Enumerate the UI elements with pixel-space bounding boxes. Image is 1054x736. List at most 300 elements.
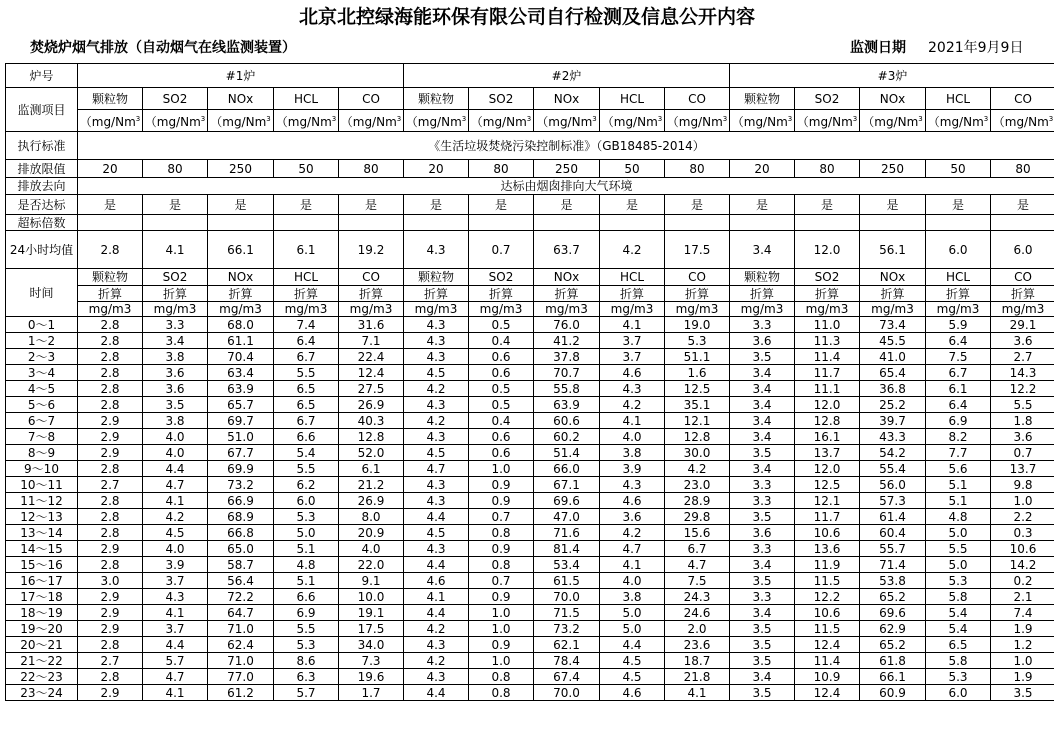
standard-label: 执行标准 bbox=[6, 132, 78, 160]
hourly-value: 12.0 bbox=[795, 397, 860, 413]
hourly-pollutant-header: HCL bbox=[600, 269, 665, 286]
hourly-value: 4.8 bbox=[274, 557, 339, 573]
exceed-value bbox=[274, 215, 339, 231]
hourly-value: 3.6 bbox=[143, 365, 208, 381]
hourly-value: 1.0 bbox=[469, 605, 534, 621]
hourly-value: 65.2 bbox=[860, 589, 926, 605]
hourly-value: 5.1 bbox=[926, 493, 991, 509]
pollutant-header: HCL bbox=[274, 88, 339, 110]
unit2-label: mg/m3 bbox=[600, 302, 665, 317]
table-row bbox=[6, 381, 1054, 397]
exceed-value bbox=[469, 215, 534, 231]
convert-label: 折算 bbox=[600, 286, 665, 302]
hour-label: 3～4 bbox=[6, 365, 78, 381]
unit-text: （mg/Nm bbox=[210, 115, 267, 129]
hourly-value: 9.8 bbox=[991, 477, 1054, 493]
hourly-value: 71.0 bbox=[208, 621, 274, 637]
hourly-value: 2.8 bbox=[78, 509, 143, 525]
hourly-value: 4.3 bbox=[404, 669, 469, 685]
pollutant-header: 颗粒物 bbox=[78, 88, 143, 110]
hourly-value: 34.0 bbox=[339, 637, 404, 653]
average-value: 4.2 bbox=[600, 231, 665, 269]
hourly-value: 2.9 bbox=[78, 541, 143, 557]
hourly-value: 70.7 bbox=[534, 365, 600, 381]
hourly-value: 5.3 bbox=[274, 509, 339, 525]
hourly-value: 3.8 bbox=[143, 349, 208, 365]
hourly-value: 5.4 bbox=[274, 445, 339, 461]
hourly-value: 14.3 bbox=[991, 365, 1054, 381]
hourly-value: 41.0 bbox=[860, 349, 926, 365]
table-row bbox=[6, 669, 1054, 685]
compliance-value: 是 bbox=[469, 195, 534, 215]
average-value: 6.1 bbox=[274, 231, 339, 269]
unit2-label: mg/m3 bbox=[730, 302, 795, 317]
convert-label: 折算 bbox=[469, 286, 534, 302]
hourly-value: 26.9 bbox=[339, 397, 404, 413]
unit-text: （mg/Nm bbox=[862, 115, 919, 129]
hourly-value: 56.4 bbox=[208, 573, 274, 589]
hourly-value: 4.3 bbox=[404, 541, 469, 557]
hourly-value: 0.8 bbox=[469, 669, 534, 685]
hourly-value: 19.0 bbox=[665, 317, 730, 333]
hourly-value: 63.4 bbox=[208, 365, 274, 381]
hourly-value: 0.9 bbox=[469, 541, 534, 557]
hourly-value: 4.3 bbox=[404, 397, 469, 413]
pollutant-header: CO bbox=[339, 88, 404, 110]
hourly-value: 63.9 bbox=[534, 397, 600, 413]
hourly-pollutant-header: NOx bbox=[860, 269, 926, 286]
hour-label: 5～6 bbox=[6, 397, 78, 413]
hourly-value: 3.5 bbox=[730, 573, 795, 589]
direction-row bbox=[6, 178, 1054, 195]
average-value: 4.3 bbox=[404, 231, 469, 269]
hourly-value: 3.8 bbox=[143, 413, 208, 429]
hourly-value: 0.5 bbox=[469, 317, 534, 333]
hourly-value: 0.5 bbox=[469, 397, 534, 413]
hourly-value: 0.9 bbox=[469, 493, 534, 509]
hourly-value: 66.1 bbox=[860, 669, 926, 685]
hourly-value: 0.7 bbox=[991, 445, 1054, 461]
unit-text: （mg/Nm bbox=[405, 115, 462, 129]
hourly-value: 53.8 bbox=[860, 573, 926, 589]
hourly-value: 11.1 bbox=[795, 381, 860, 397]
hourly-value: 70.0 bbox=[534, 685, 600, 701]
hourly-value: 3.6 bbox=[991, 333, 1054, 349]
hourly-value: 4.3 bbox=[404, 477, 469, 493]
pollutant-header: 颗粒物 bbox=[404, 88, 469, 110]
hourly-value: 12.8 bbox=[665, 429, 730, 445]
convert-label: 折算 bbox=[795, 286, 860, 302]
hourly-value: 12.4 bbox=[339, 365, 404, 381]
hour-label: 11～12 bbox=[6, 493, 78, 509]
hourly-value: 51.0 bbox=[208, 429, 274, 445]
unit2-label: mg/m3 bbox=[339, 302, 404, 317]
limit-value: 80 bbox=[991, 160, 1054, 178]
hourly-value: 4.1 bbox=[600, 557, 665, 573]
limit-value: 80 bbox=[665, 160, 730, 178]
table-row bbox=[6, 365, 1054, 381]
hourly-value: 4.3 bbox=[404, 493, 469, 509]
unit-text: （mg/Nm bbox=[601, 115, 658, 129]
hour-label: 16～17 bbox=[6, 573, 78, 589]
compliance-value: 是 bbox=[730, 195, 795, 215]
unit-text: （mg/Nm bbox=[927, 115, 984, 129]
hourly-value: 2.8 bbox=[78, 397, 143, 413]
unit-text: （mg/Nm bbox=[79, 115, 136, 129]
convert-label: 折算 bbox=[208, 286, 274, 302]
hourly-value: 51.1 bbox=[665, 349, 730, 365]
pollutant-header: HCL bbox=[600, 88, 665, 110]
unit-cell bbox=[274, 110, 339, 132]
hourly-value: 2.1 bbox=[991, 589, 1054, 605]
convert-label: 折算 bbox=[730, 286, 795, 302]
direction-label: 排放去向 bbox=[6, 178, 78, 195]
hourly-pollutant-header: 颗粒物 bbox=[404, 269, 469, 286]
hourly-value: 60.6 bbox=[534, 413, 600, 429]
compliance-value: 是 bbox=[143, 195, 208, 215]
unit2-label: mg/m3 bbox=[926, 302, 991, 317]
hourly-value: 76.0 bbox=[534, 317, 600, 333]
hourly-value: 69.6 bbox=[534, 493, 600, 509]
hourly-value: 6.4 bbox=[926, 333, 991, 349]
hourly-value: 3.7 bbox=[600, 333, 665, 349]
table-row bbox=[6, 525, 1054, 541]
limit-value: 80 bbox=[795, 160, 860, 178]
hourly-value: 4.3 bbox=[600, 477, 665, 493]
unit2-label: mg/m3 bbox=[78, 302, 143, 317]
exceed-value bbox=[404, 215, 469, 231]
limit-value: 250 bbox=[534, 160, 600, 178]
hourly-value: 6.1 bbox=[926, 381, 991, 397]
unit-sup: 3 bbox=[331, 115, 337, 123]
hour-label: 17～18 bbox=[6, 589, 78, 605]
hourly-value: 13.7 bbox=[795, 445, 860, 461]
average-value: 2.8 bbox=[78, 231, 143, 269]
hourly-value: 2.8 bbox=[78, 381, 143, 397]
hourly-value: 2.9 bbox=[78, 429, 143, 445]
convert-label: 折算 bbox=[339, 286, 404, 302]
hourly-value: 11.5 bbox=[795, 573, 860, 589]
hourly-value: 6.5 bbox=[926, 637, 991, 653]
unit2-label: mg/m3 bbox=[991, 302, 1054, 317]
hourly-value: 6.7 bbox=[926, 365, 991, 381]
hourly-value: 10.6 bbox=[795, 525, 860, 541]
pollutant-header: NOx bbox=[534, 88, 600, 110]
hour-label: 19～20 bbox=[6, 621, 78, 637]
hourly-value: 5.8 bbox=[926, 589, 991, 605]
hourly-value: 6.3 bbox=[274, 669, 339, 685]
compliance-value: 是 bbox=[926, 195, 991, 215]
hourly-value: 70.4 bbox=[208, 349, 274, 365]
hourly-value: 70.0 bbox=[534, 589, 600, 605]
pollutant-header: CO bbox=[665, 88, 730, 110]
table-row bbox=[6, 541, 1054, 557]
average-value: 12.0 bbox=[795, 231, 860, 269]
unit-sup: 3 bbox=[526, 115, 532, 123]
average-value: 6.0 bbox=[926, 231, 991, 269]
average-value: 19.2 bbox=[339, 231, 404, 269]
hourly-value: 6.6 bbox=[274, 429, 339, 445]
hourly-value: 4.5 bbox=[600, 653, 665, 669]
hourly-value: 4.0 bbox=[143, 541, 208, 557]
hourly-value: 1.0 bbox=[469, 653, 534, 669]
hourly-value: 3.4 bbox=[730, 557, 795, 573]
hourly-value: 65.7 bbox=[208, 397, 274, 413]
hourly-value: 18.7 bbox=[665, 653, 730, 669]
hourly-value: 15.6 bbox=[665, 525, 730, 541]
hourly-value: 65.4 bbox=[860, 365, 926, 381]
hourly-pollutant-header: CO bbox=[665, 269, 730, 286]
hourly-header-row bbox=[6, 269, 1054, 286]
exceed-value bbox=[665, 215, 730, 231]
hourly-value: 7.1 bbox=[339, 333, 404, 349]
exceed-value bbox=[991, 215, 1054, 231]
hourly-value: 3.5 bbox=[730, 349, 795, 365]
furnace-label: 炉号 bbox=[6, 64, 78, 88]
hourly-value: 62.9 bbox=[860, 621, 926, 637]
hourly-pollutant-header: 颗粒物 bbox=[78, 269, 143, 286]
hourly-value: 0.4 bbox=[469, 333, 534, 349]
hourly-value: 5.1 bbox=[274, 541, 339, 557]
hourly-value: 6.4 bbox=[274, 333, 339, 349]
limit-value: 80 bbox=[469, 160, 534, 178]
hourly-value: 12.2 bbox=[991, 381, 1054, 397]
exceed-row bbox=[6, 215, 1054, 231]
unit2-label: mg/m3 bbox=[208, 302, 274, 317]
unit-cell bbox=[926, 110, 991, 132]
average-value: 56.1 bbox=[860, 231, 926, 269]
hourly-value: 12.8 bbox=[339, 429, 404, 445]
hourly-value: 31.6 bbox=[339, 317, 404, 333]
hourly-value: 6.9 bbox=[926, 413, 991, 429]
hour-label: 15～16 bbox=[6, 557, 78, 573]
hourly-value: 17.5 bbox=[339, 621, 404, 637]
convert-label: 折算 bbox=[78, 286, 143, 302]
hourly-value: 0.3 bbox=[991, 525, 1054, 541]
hourly-value: 12.4 bbox=[795, 685, 860, 701]
hourly-value: 13.7 bbox=[991, 461, 1054, 477]
hourly-value: 3.5 bbox=[730, 445, 795, 461]
hourly-value: 4.7 bbox=[600, 541, 665, 557]
hourly-value: 7.7 bbox=[926, 445, 991, 461]
hourly-value: 2.7 bbox=[78, 477, 143, 493]
hourly-value: 3.9 bbox=[600, 461, 665, 477]
hourly-value: 29.1 bbox=[991, 317, 1054, 333]
hour-label: 8～9 bbox=[6, 445, 78, 461]
unit-sup: 3 bbox=[461, 115, 467, 123]
hourly-value: 1.8 bbox=[991, 413, 1054, 429]
hourly-value: 1.9 bbox=[991, 669, 1054, 685]
hourly-pollutant-header: NOx bbox=[208, 269, 274, 286]
hourly-value: 0.8 bbox=[469, 685, 534, 701]
hourly-value: 0.9 bbox=[469, 637, 534, 653]
hourly-value: 3.5 bbox=[730, 509, 795, 525]
table-row bbox=[6, 477, 1054, 493]
unit-sup: 3 bbox=[852, 115, 858, 123]
hour-label: 6～7 bbox=[6, 413, 78, 429]
unit-text: （mg/Nm bbox=[275, 115, 332, 129]
hourly-value: 19.6 bbox=[339, 669, 404, 685]
hourly-value: 0.9 bbox=[469, 589, 534, 605]
unit-cell bbox=[208, 110, 274, 132]
hourly-value: 53.4 bbox=[534, 557, 600, 573]
average-value: 4.1 bbox=[143, 231, 208, 269]
average-value: 6.0 bbox=[991, 231, 1054, 269]
hourly-value: 4.5 bbox=[404, 445, 469, 461]
hourly-value: 35.1 bbox=[665, 397, 730, 413]
hourly-value: 3.4 bbox=[730, 413, 795, 429]
hourly-value: 0.6 bbox=[469, 349, 534, 365]
hourly-value: 4.3 bbox=[404, 349, 469, 365]
unit2-label: mg/m3 bbox=[404, 302, 469, 317]
limit-label: 排放限值 bbox=[6, 160, 78, 178]
average-value: 66.1 bbox=[208, 231, 274, 269]
furnace-header: #2炉 bbox=[404, 64, 730, 88]
hourly-value: 4.1 bbox=[404, 589, 469, 605]
hourly-value: 56.0 bbox=[860, 477, 926, 493]
hourly-value: 0.8 bbox=[469, 525, 534, 541]
hourly-value: 2.8 bbox=[78, 637, 143, 653]
hourly-value: 3.4 bbox=[730, 397, 795, 413]
limit-value: 20 bbox=[78, 160, 143, 178]
pollutant-header: CO bbox=[991, 88, 1054, 110]
hour-label: 14～15 bbox=[6, 541, 78, 557]
unit-sup: 3 bbox=[657, 115, 663, 123]
hourly-value: 3.7 bbox=[143, 621, 208, 637]
unit-sup: 3 bbox=[787, 115, 793, 123]
compliance-value: 是 bbox=[665, 195, 730, 215]
hourly-value: 25.2 bbox=[860, 397, 926, 413]
hourly-value: 54.2 bbox=[860, 445, 926, 461]
hourly-value: 10.9 bbox=[795, 669, 860, 685]
hourly-value: 3.9 bbox=[143, 557, 208, 573]
pollutant-header: 颗粒物 bbox=[730, 88, 795, 110]
hourly-value: 4.6 bbox=[600, 685, 665, 701]
hourly-value: 71.4 bbox=[860, 557, 926, 573]
hourly-value: 62.4 bbox=[208, 637, 274, 653]
hourly-value: 5.3 bbox=[274, 637, 339, 653]
hourly-value: 6.0 bbox=[926, 685, 991, 701]
hourly-value: 4.8 bbox=[926, 509, 991, 525]
convert-label: 折算 bbox=[926, 286, 991, 302]
hourly-value: 11.4 bbox=[795, 349, 860, 365]
hourly-value: 3.3 bbox=[730, 493, 795, 509]
hourly-value: 4.1 bbox=[143, 685, 208, 701]
hourly-value: 10.6 bbox=[795, 605, 860, 621]
hourly-value: 4.4 bbox=[404, 509, 469, 525]
unit-text: （mg/Nm bbox=[796, 115, 853, 129]
limit-value: 250 bbox=[208, 160, 274, 178]
furnace-row bbox=[6, 64, 1054, 88]
unit-text: （mg/Nm bbox=[470, 115, 527, 129]
hourly-value: 4.3 bbox=[600, 381, 665, 397]
unit-cell bbox=[600, 110, 665, 132]
hourly-value: 71.5 bbox=[534, 605, 600, 621]
hourly-value: 5.0 bbox=[274, 525, 339, 541]
hourly-value: 4.3 bbox=[404, 637, 469, 653]
unit2-row bbox=[6, 302, 1054, 317]
hourly-value: 1.0 bbox=[469, 621, 534, 637]
hourly-value: 78.4 bbox=[534, 653, 600, 669]
hourly-value: 3.5 bbox=[991, 685, 1054, 701]
hourly-value: 61.2 bbox=[208, 685, 274, 701]
compliance-value: 是 bbox=[404, 195, 469, 215]
hourly-value: 6.5 bbox=[274, 381, 339, 397]
average-value: 17.5 bbox=[665, 231, 730, 269]
unit2-label: mg/m3 bbox=[143, 302, 208, 317]
hourly-value: 81.4 bbox=[534, 541, 600, 557]
hourly-value: 22.0 bbox=[339, 557, 404, 573]
table-row bbox=[6, 573, 1054, 589]
average-value: 3.4 bbox=[730, 231, 795, 269]
hourly-value: 69.6 bbox=[860, 605, 926, 621]
hourly-value: 11.7 bbox=[795, 365, 860, 381]
hourly-value: 2.9 bbox=[78, 605, 143, 621]
convert-label: 折算 bbox=[404, 286, 469, 302]
hourly-value: 2.8 bbox=[78, 525, 143, 541]
unit-sup: 3 bbox=[1048, 115, 1054, 123]
hourly-value: 11.5 bbox=[795, 621, 860, 637]
hourly-value: 6.7 bbox=[274, 413, 339, 429]
hourly-value: 2.8 bbox=[78, 365, 143, 381]
hourly-value: 4.7 bbox=[665, 557, 730, 573]
hourly-value: 66.8 bbox=[208, 525, 274, 541]
hourly-value: 6.0 bbox=[274, 493, 339, 509]
hourly-value: 3.6 bbox=[600, 509, 665, 525]
hourly-value: 30.0 bbox=[665, 445, 730, 461]
hourly-value: 4.4 bbox=[404, 557, 469, 573]
hourly-value: 61.8 bbox=[860, 653, 926, 669]
table-row bbox=[6, 429, 1054, 445]
table-row bbox=[6, 621, 1054, 637]
hourly-value: 3.4 bbox=[730, 669, 795, 685]
hourly-value: 6.4 bbox=[926, 397, 991, 413]
hourly-value: 0.6 bbox=[469, 365, 534, 381]
hourly-value: 11.3 bbox=[795, 333, 860, 349]
hourly-value: 0.9 bbox=[469, 477, 534, 493]
hourly-value: 5.1 bbox=[926, 477, 991, 493]
hourly-value: 2.9 bbox=[78, 445, 143, 461]
hourly-value: 0.5 bbox=[469, 381, 534, 397]
hourly-value: 66.0 bbox=[534, 461, 600, 477]
exceed-value bbox=[730, 215, 795, 231]
hourly-value: 12.0 bbox=[795, 461, 860, 477]
hourly-value: 3.8 bbox=[600, 445, 665, 461]
hourly-value: 67.1 bbox=[534, 477, 600, 493]
hourly-value: 6.2 bbox=[274, 477, 339, 493]
hourly-value: 1.0 bbox=[991, 493, 1054, 509]
hourly-value: 4.5 bbox=[404, 525, 469, 541]
hourly-value: 3.3 bbox=[730, 589, 795, 605]
item-label: 监测项目 bbox=[6, 88, 78, 132]
table-row bbox=[6, 557, 1054, 573]
hourly-value: 1.2 bbox=[991, 637, 1054, 653]
hourly-value: 23.6 bbox=[665, 637, 730, 653]
hourly-value: 4.2 bbox=[404, 653, 469, 669]
hourly-value: 55.7 bbox=[860, 541, 926, 557]
hourly-value: 5.5 bbox=[274, 365, 339, 381]
hourly-value: 67.7 bbox=[208, 445, 274, 461]
unit2-label: mg/m3 bbox=[860, 302, 926, 317]
hourly-value: 4.2 bbox=[404, 413, 469, 429]
unit-text: （mg/Nm bbox=[666, 115, 723, 129]
emission-table bbox=[5, 63, 1054, 701]
convert-label: 折算 bbox=[534, 286, 600, 302]
compliance-value: 是 bbox=[991, 195, 1054, 215]
hourly-value: 3.5 bbox=[730, 621, 795, 637]
exceed-value bbox=[795, 215, 860, 231]
hourly-value: 3.6 bbox=[730, 333, 795, 349]
